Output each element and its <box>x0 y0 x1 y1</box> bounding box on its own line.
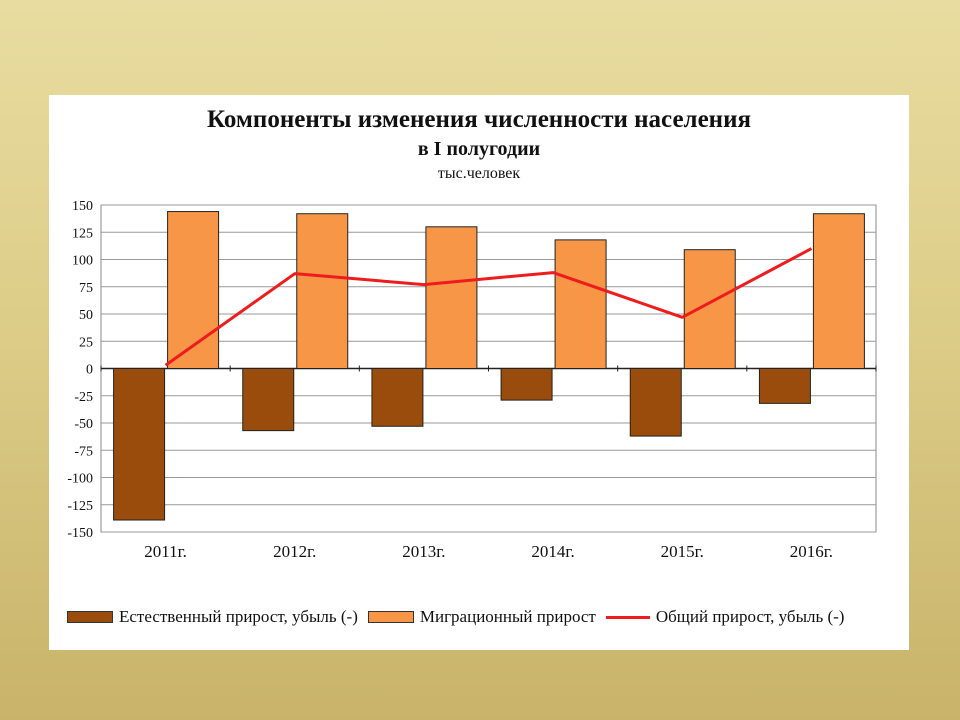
x-category-label: 2016г. <box>789 542 834 561</box>
bar-migration-growth <box>555 240 606 369</box>
y-tick-label: 125 <box>72 226 93 242</box>
legend-label-migration: Миграционный прирост <box>419 607 596 626</box>
y-tick-label: 50 <box>79 308 93 323</box>
bar-natural-growth <box>501 369 552 401</box>
y-tick-label: -150 <box>67 526 93 541</box>
bar-natural-growth <box>243 369 294 431</box>
y-tick-label: 150 <box>72 199 93 214</box>
bar-migration-growth <box>813 214 864 369</box>
chart-legend <box>67 604 907 630</box>
y-tick-label: -125 <box>67 498 93 514</box>
legend-label-natural: Естественный прирост, убыль (-) <box>119 607 358 626</box>
legend-label-total: Общий прирост, убыль (-) <box>655 607 845 626</box>
legend-item-total <box>606 607 845 627</box>
chart-svg <box>49 95 909 595</box>
chart-title: Компоненты изменения численности населения <box>206 106 752 133</box>
legend-swatch-natural <box>67 611 113 623</box>
legend-item-natural <box>67 607 358 627</box>
chart-panel <box>49 95 909 650</box>
y-tick-label: -25 <box>74 389 93 405</box>
chart-subtitle: в I полугодии <box>417 138 541 160</box>
bar-migration-growth <box>426 227 477 369</box>
chart-unit-label: тыс.человек <box>437 165 521 182</box>
y-tick-label: 75 <box>79 280 93 296</box>
legend-item-migration <box>368 607 596 627</box>
x-category-label: 2014г. <box>531 542 575 561</box>
y-tick-label: 100 <box>72 253 93 269</box>
bar-natural-growth <box>372 369 423 427</box>
bar-natural-growth <box>759 369 810 404</box>
bar-natural-growth <box>114 369 165 521</box>
legend-swatch-migration <box>368 611 414 623</box>
x-category-label: 2011г. <box>144 542 187 561</box>
x-category-label: 2012г. <box>273 542 317 561</box>
y-tick-label: 0 <box>86 362 93 378</box>
x-category-label: 2015г. <box>660 542 704 561</box>
y-tick-label: -100 <box>67 471 93 487</box>
bar-migration-growth <box>684 250 735 369</box>
x-category-label: 2013г. <box>402 542 446 561</box>
legend-swatch-total <box>606 616 650 619</box>
y-tick-label: -50 <box>74 417 93 432</box>
y-tick-label: 25 <box>79 335 93 351</box>
y-tick-label: -75 <box>74 444 93 460</box>
bar-natural-growth <box>630 369 681 437</box>
bar-migration-growth <box>297 214 348 369</box>
